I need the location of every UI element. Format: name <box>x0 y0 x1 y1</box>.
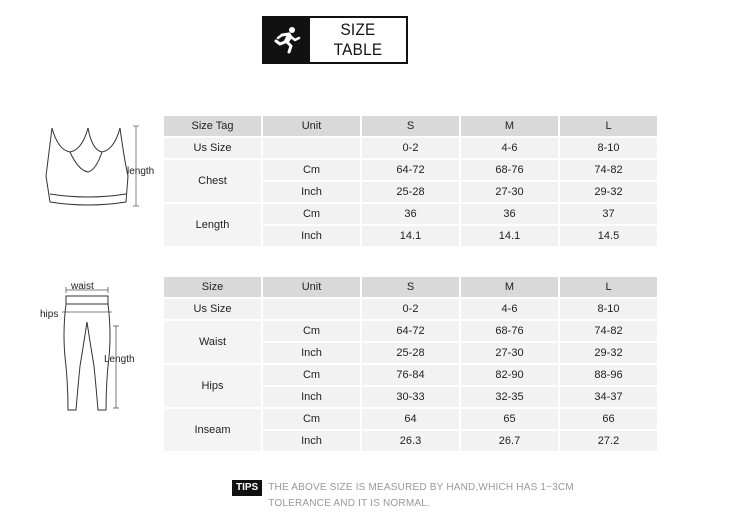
unit-cell: Cm <box>263 365 360 385</box>
header-cell: M <box>461 277 558 297</box>
row-label: Inseam <box>164 409 261 451</box>
header-cell: M <box>461 116 558 136</box>
table-row <box>164 299 657 319</box>
header-cell: L <box>560 116 657 136</box>
table-cell: 25-28 <box>362 182 459 202</box>
header-cell: Unit <box>263 116 360 136</box>
table-cell: 0-2 <box>362 138 459 158</box>
table-row <box>164 204 657 224</box>
table-cell: 26.7 <box>461 431 558 451</box>
table-row <box>164 365 657 385</box>
row-label: Length <box>164 204 261 246</box>
table-cell: 29-32 <box>560 182 657 202</box>
unit-cell: Cm <box>263 321 360 341</box>
table-cell: 4-6 <box>461 299 558 319</box>
table-cell: 82-90 <box>461 365 558 385</box>
row-label: Hips <box>164 365 261 407</box>
table-cell: 88-96 <box>560 365 657 385</box>
row-label: Waist <box>164 321 261 363</box>
unit-cell: Cm <box>263 409 360 429</box>
table-cell: 25-28 <box>362 343 459 363</box>
table-cell: 74-82 <box>560 321 657 341</box>
bra-length-label: length <box>127 166 155 177</box>
table-header-row <box>164 277 657 297</box>
table-cell: 14.1 <box>461 226 558 246</box>
table-cell: 27-30 <box>461 343 558 363</box>
table-cell: 26.3 <box>362 431 459 451</box>
table-row <box>164 138 657 158</box>
size-table-title <box>262 16 408 64</box>
tips-note <box>232 480 608 512</box>
unit-cell: Inch <box>263 343 360 363</box>
leggings-hips-label: hips <box>40 309 59 320</box>
header-cell: S <box>362 116 459 136</box>
title-text: SIZE TABLE <box>333 20 383 59</box>
table-cell: 37 <box>560 204 657 224</box>
leggings-sketch <box>36 276 156 416</box>
table-cell: 36 <box>461 204 558 224</box>
unit-cell: Inch <box>263 431 360 451</box>
row-label: Us Size <box>164 138 261 158</box>
table-cell: 27-30 <box>461 182 558 202</box>
top-size-table <box>162 114 659 248</box>
unit-cell: Inch <box>263 182 360 202</box>
table-cell: 8-10 <box>560 138 657 158</box>
unit-cell: Cm <box>263 160 360 180</box>
header-cell: Unit <box>263 277 360 297</box>
unit-cell <box>263 138 360 158</box>
header-cell: Size <box>164 277 261 297</box>
row-label: Us Size <box>164 299 261 319</box>
bottom-size-table <box>162 275 659 453</box>
row-label: Chest <box>164 160 261 202</box>
table-row <box>164 160 657 180</box>
table-cell: 14.5 <box>560 226 657 246</box>
tips-text: THE ABOVE SIZE IS MEASURED BY HAND,WHICH HAS 1~3CM TOLERANCE AND IT IS NORMAL. <box>268 482 574 509</box>
table-cell: 14.1 <box>362 226 459 246</box>
table-cell: 64-72 <box>362 160 459 180</box>
table-cell: 34-37 <box>560 387 657 407</box>
table-cell: 66 <box>560 409 657 429</box>
header-cell: S <box>362 277 459 297</box>
table-cell: 0-2 <box>362 299 459 319</box>
table-cell: 4-6 <box>461 138 558 158</box>
header-cell: L <box>560 277 657 297</box>
leggings-length-label: Length <box>104 354 135 365</box>
table-cell: 8-10 <box>560 299 657 319</box>
table-row <box>164 409 657 429</box>
table-cell: 32-35 <box>461 387 558 407</box>
tips-badge: TIPS <box>232 480 262 496</box>
table-cell: 76-84 <box>362 365 459 385</box>
table-row <box>164 321 657 341</box>
table-cell: 30-33 <box>362 387 459 407</box>
table-cell: 27.2 <box>560 431 657 451</box>
table-cell: 65 <box>461 409 558 429</box>
table-cell: 74-82 <box>560 160 657 180</box>
table-cell: 36 <box>362 204 459 224</box>
table-cell: 29-32 <box>560 343 657 363</box>
leggings-waist-label: waist <box>71 281 94 292</box>
table-cell: 68-76 <box>461 160 558 180</box>
table-cell: 64 <box>362 409 459 429</box>
table-header-row <box>164 116 657 136</box>
unit-cell: Inch <box>263 387 360 407</box>
unit-cell <box>263 299 360 319</box>
table-cell: 68-76 <box>461 321 558 341</box>
header-cell: Size Tag <box>164 116 261 136</box>
table-cell: 64-72 <box>362 321 459 341</box>
unit-cell: Cm <box>263 204 360 224</box>
unit-cell: Inch <box>263 226 360 246</box>
running-person-icon <box>264 18 310 62</box>
